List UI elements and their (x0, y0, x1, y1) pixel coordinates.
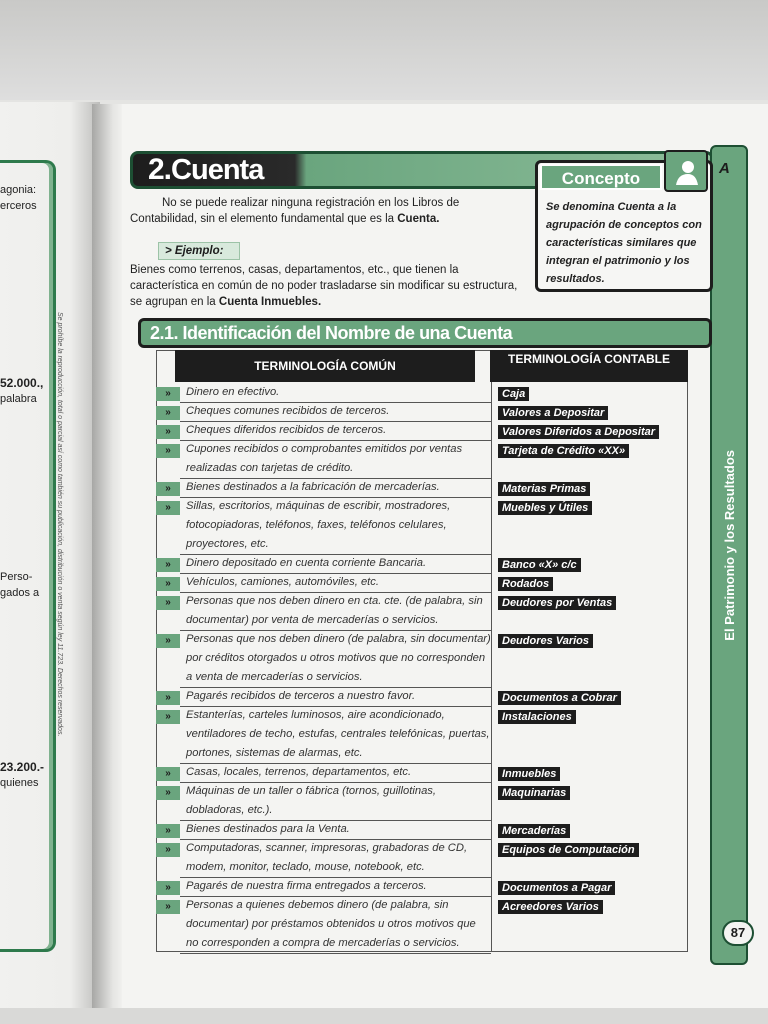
common-term: Cupones recibidos o comprobantes emitidos por ventas realizadas con tarjetas de crédito. (186, 443, 463, 474)
page-number: 87 (722, 920, 754, 946)
row-bullet-icon: » (156, 558, 180, 572)
left-fragment: gados a (0, 587, 40, 599)
common-term: Cheques comunes recibidos de terceros. (186, 405, 390, 417)
contable-term: Documentos a Pagar (498, 881, 615, 895)
common-term: Vehículos, camiones, automóviles, etc. (186, 576, 379, 588)
row-bullet-icon: » (156, 900, 180, 914)
left-fragment: agonia: (0, 184, 37, 196)
common-term: Dinero depositado en cuenta corriente Bancaria. (186, 557, 427, 569)
contable-term: Valores a Depositar (498, 406, 608, 420)
row-bullet-icon: » (156, 425, 180, 439)
row-bullet-icon: » (156, 577, 180, 591)
common-term: Pagarés de nuestra firma entregados a terceros. (186, 880, 427, 892)
table-row (156, 841, 688, 879)
book-gutter (92, 104, 122, 1008)
header-contable: TERMINOLOGÍA CONTABLE (490, 350, 688, 382)
left-fragment: 23.200.- (0, 760, 45, 774)
contable-term: Deudores por Ventas (498, 596, 616, 610)
left-fragment: palabra (0, 393, 37, 405)
concept-heading: Concepto (540, 164, 662, 190)
row-bullet-icon: » (156, 387, 180, 401)
table-row (156, 708, 688, 765)
intro-text: No se puede realizar ninguna registración en los Libros de Contabilidad, sin el elemento fundamental que es la (130, 197, 460, 225)
left-fragment: 52.000., (0, 376, 44, 390)
contable-term: Muebles y Útiles (498, 501, 592, 515)
section-title-text: Cuenta (171, 154, 264, 186)
row-bullet-icon: » (156, 596, 180, 610)
scan-top-shadow (0, 0, 768, 100)
contable-term: Banco «X» c/c (498, 558, 581, 572)
left-page (0, 102, 100, 1008)
section-number: 2. (148, 153, 172, 186)
row-underline (180, 953, 491, 954)
row-bullet-icon: » (156, 824, 180, 838)
common-term: Personas a quienes debemos dinero (de palabra, sin documentar) por préstamos obtenidos u otros motivos que no corresponden a compra de mercaderías o servicios. (186, 899, 476, 949)
row-bullet-icon: » (156, 444, 180, 458)
row-bullet-icon: » (156, 786, 180, 800)
scan-bottom-strip (0, 1008, 768, 1024)
common-term: Cheques diferidos recibidos de terceros. (186, 424, 387, 436)
example-text: Bienes como terrenos, casas, departamentos, etc., que tienen la característica en común de no poder trasladarse sin modificar su estructura, se agrupan en la (130, 264, 518, 308)
row-bullet-icon: » (156, 406, 180, 420)
contable-term: Instalaciones (498, 710, 576, 724)
contable-term: Mercaderías (498, 824, 570, 838)
contable-term: Materias Primas (498, 482, 590, 496)
table-row (156, 442, 688, 480)
common-term: Bienes destinados a la fabricación de mercaderías. (186, 481, 440, 493)
contable-term: Caja (498, 387, 529, 401)
row-bullet-icon: » (156, 501, 180, 515)
row-bullet-icon: » (156, 881, 180, 895)
table-row (156, 594, 688, 632)
copyright-vertical-note: Se prohíbe la reproducción, total o parcial así como también su publicación, distribución o venta según ley 11.723. Derechos reservados. (56, 312, 63, 737)
intro-paragraph (130, 195, 528, 227)
common-term: Personas que nos deben dinero en cta. cte. (de palabra, sin documentar) por venta de mercaderías o servicios. (186, 595, 483, 626)
example-paragraph (130, 262, 528, 310)
table-row (156, 499, 688, 556)
chapter-label: El Patrimonio y los Resultados (722, 450, 737, 641)
table-row (156, 632, 688, 689)
common-term: Personas que nos deben dinero (de palabra, sin documentar) por créditos otorgados u otros motivos que no corresponden a venta de mercaderías o servicios. (186, 633, 491, 683)
example-label: > Ejemplo: (158, 242, 240, 260)
example-bold: Cuenta Inmuebles. (218, 296, 322, 308)
common-term: Estanterías, carteles luminosos, aire acondicionado, ventiladores de techo, estufas, centrales telefónicas, puertas, portones, sistemas de alarmas, etc. (186, 709, 490, 759)
contable-term: Inmuebles (498, 767, 560, 781)
table-row (156, 784, 688, 822)
row-bullet-icon: » (156, 767, 180, 781)
subsection-title: 2.1. Identificación del Nombre de una Cuenta (150, 323, 513, 343)
table-row (156, 898, 688, 955)
row-bullet-icon: » (156, 843, 180, 857)
person-icon (664, 150, 708, 192)
row-bullet-icon: » (156, 691, 180, 705)
common-term: Máquinas de un taller o fábrica (tornos, guillotinas, dobladoras, etc.). (186, 785, 436, 816)
left-fragment: quienes (0, 777, 39, 789)
contable-term: Maquinarias (498, 786, 570, 800)
header-common: TERMINOLOGÍA COMÚN (175, 350, 475, 382)
row-bullet-icon: » (156, 634, 180, 648)
common-term: Dinero en efectivo. (186, 386, 280, 398)
common-term: Pagarés recibidos de terceros a nuestro favor. (186, 690, 416, 702)
contable-term: Acreedores Varios (498, 900, 603, 914)
common-term: Bienes destinados para la Venta. (186, 823, 350, 835)
left-fragment: Perso- (0, 571, 33, 583)
section-title (148, 152, 263, 188)
common-term: Casas, locales, terrenos, departamentos, etc. (186, 766, 412, 778)
intro-bold: Cuenta. (397, 213, 440, 225)
left-fragment: erceros (0, 200, 37, 212)
contable-term: Documentos a Cobrar (498, 691, 621, 705)
common-term: Computadoras, scanner, impresoras, grabadoras de CD, modem, monitor, teclado, mouse, notebook, etc. (186, 842, 468, 873)
left-page-frame (0, 160, 56, 952)
contable-term: Rodados (498, 577, 553, 591)
row-bullet-icon: » (156, 710, 180, 724)
common-term: Sillas, escritorios, máquinas de escribir, mostradores, fotocopiadoras, teléfonos, faxes, teléfonos celulares, proyectores, etc. (186, 500, 451, 550)
publisher-logo: A (719, 160, 730, 177)
contable-term: Deudores Varios (498, 634, 593, 648)
contable-term: Equipos de Computación (498, 843, 639, 857)
contable-term: Tarjeta de Crédito «XX» (498, 444, 629, 458)
concept-definition: Se denomina Cuenta a la agrupación de conceptos con características similares que integran el patrimonio y los resultados. (546, 201, 702, 285)
row-bullet-icon: » (156, 482, 180, 496)
contable-term: Valores Diferidos a Depositar (498, 425, 659, 439)
